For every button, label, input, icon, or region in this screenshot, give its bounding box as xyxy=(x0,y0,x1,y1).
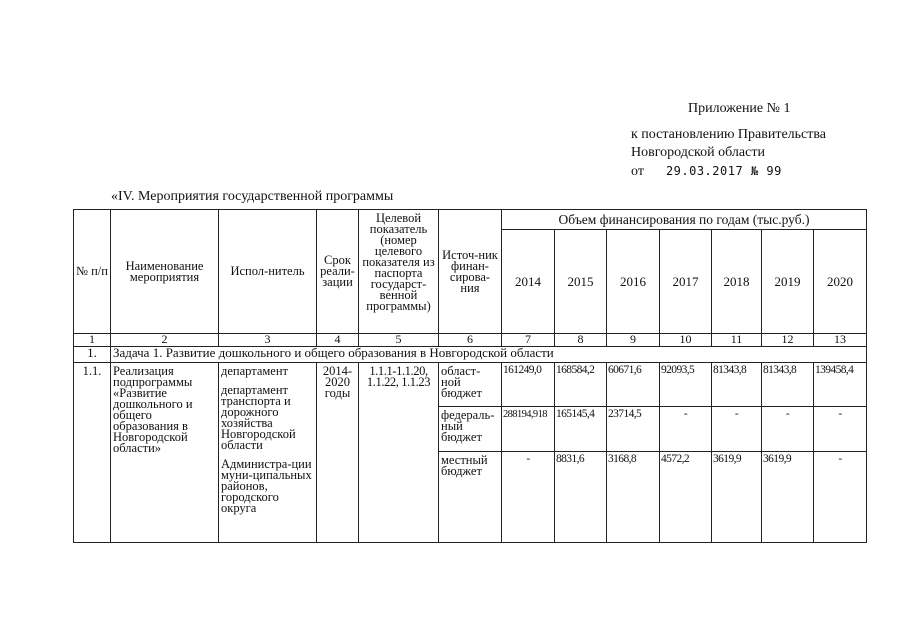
measure-name: Реализация подпрограммы «Развитие дошкольного и общего образования в Новгородской области» xyxy=(111,363,219,543)
year-header: 2015 xyxy=(555,230,607,334)
column-number: 4 xyxy=(317,334,359,347)
funding-value: 23714,5 xyxy=(607,407,660,452)
year-header: 2014 xyxy=(502,230,555,334)
task-title: Задача 1. Развитие дошкольного и общего образования в Новгородской области xyxy=(111,347,867,363)
col-header-source: Источ-ник финан-сирова-ния xyxy=(439,210,502,334)
measures-table xyxy=(73,209,867,543)
table-header-row xyxy=(74,210,867,230)
section-title: «IV. Мероприятия государственной программы xyxy=(111,189,394,204)
funding-source-label: местный бюджет xyxy=(439,452,502,543)
funding-value: 60671,6 xyxy=(607,363,660,407)
column-number: 2 xyxy=(111,334,219,347)
col-header-indicator: Целевой показатель (номер целевого показателя из паспорта государст-венной программы) xyxy=(359,210,439,334)
funding-value: 3168,8 xyxy=(607,452,660,543)
executor-item: Администра-ции муни-ципальных районов, городского округа xyxy=(221,457,312,515)
column-number: 10 xyxy=(660,334,712,347)
column-number: 3 xyxy=(219,334,317,347)
funding-value: - xyxy=(660,407,712,452)
funding-value: 288194,918 xyxy=(502,407,555,452)
measure-indicator: 1.1.1-1.1.20, 1.1.22, 1.1.23 xyxy=(359,363,439,543)
date-prefix: от xyxy=(631,164,644,179)
annex-region-line: Новгородской области xyxy=(631,145,765,160)
funding-value: - xyxy=(712,407,762,452)
year-header: 2019 xyxy=(762,230,814,334)
executor-item: департамент xyxy=(221,364,289,378)
annex-decree-line: к постановлению Правительства xyxy=(631,127,827,142)
funding-value: 139458,4 xyxy=(814,363,867,407)
funding-value: - xyxy=(502,452,555,543)
column-number: 12 xyxy=(762,334,814,347)
funding-source-label: област-ной бюджет xyxy=(439,363,502,407)
funding-value: 3619,9 xyxy=(762,452,814,543)
year-header: 2017 xyxy=(660,230,712,334)
funding-value: 168584,2 xyxy=(555,363,607,407)
column-number: 5 xyxy=(359,334,439,347)
funding-value: 3619,9 xyxy=(712,452,762,543)
task-row xyxy=(74,347,867,363)
funding-value: 81343,8 xyxy=(762,363,814,407)
annex-date-line xyxy=(631,164,782,180)
col-header-funding: Объем финансирования по годам (тыс.руб.) xyxy=(502,210,867,230)
funding-value: - xyxy=(814,407,867,452)
column-number: 8 xyxy=(555,334,607,347)
funding-value: 92093,5 xyxy=(660,363,712,407)
year-header: 2020 xyxy=(814,230,867,334)
year-header: 2016 xyxy=(607,230,660,334)
measure-executors xyxy=(219,363,317,543)
column-number: 13 xyxy=(814,334,867,347)
measure-term: 2014-2020 годы xyxy=(317,363,359,543)
funding-source-label: федераль-ный бюджет xyxy=(439,407,502,452)
decree-date-stamp: 29.03.2017 № 99 xyxy=(665,164,782,178)
year-header: 2018 xyxy=(712,230,762,334)
funding-value: - xyxy=(814,452,867,543)
executor-item: департамент транспорта и дорожного хозяйства Новгородской области xyxy=(221,383,296,452)
funding-value: - xyxy=(762,407,814,452)
column-number: 9 xyxy=(607,334,660,347)
funding-value: 161249,0 xyxy=(502,363,555,407)
column-numbers-row xyxy=(74,334,867,347)
col-header-num: № п/п xyxy=(74,210,111,334)
column-number: 1 xyxy=(74,334,111,347)
col-header-term: Срок реали-зации xyxy=(317,210,359,334)
column-number: 7 xyxy=(502,334,555,347)
col-header-executor: Испол-нитель xyxy=(219,210,317,334)
column-number: 11 xyxy=(712,334,762,347)
measure-row xyxy=(74,363,867,407)
funding-value: 4572,2 xyxy=(660,452,712,543)
funding-value: 8831,6 xyxy=(555,452,607,543)
funding-value: 165145,4 xyxy=(555,407,607,452)
task-number: 1. xyxy=(74,347,111,363)
annex-title: Приложение № 1 xyxy=(688,101,791,116)
col-header-name: Наименование мероприятия xyxy=(111,210,219,334)
measure-number: 1.1. xyxy=(74,363,111,543)
column-number: 6 xyxy=(439,334,502,347)
funding-value: 81343,8 xyxy=(712,363,762,407)
